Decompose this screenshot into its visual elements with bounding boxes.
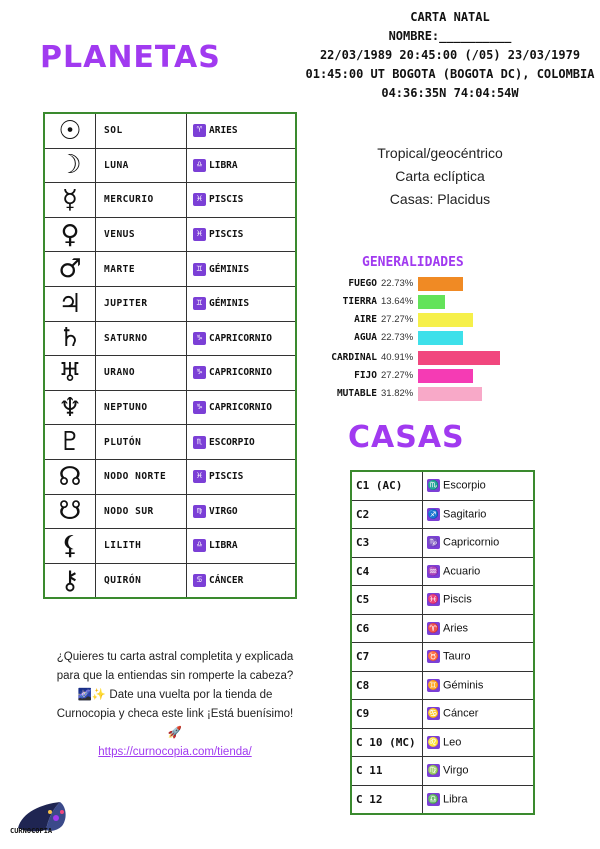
planet-name: PLUTÓN — [96, 425, 187, 460]
planet-symbol-icon: ♄ — [44, 321, 96, 356]
planet-name: SOL — [96, 113, 187, 148]
zodiac-sign-icon: ♊ — [193, 297, 206, 310]
planet-sign: ARIES — [209, 125, 238, 137]
birth-location: 01:45:00 UT BOGOTA (BOGOTA DC), COLOMBIA — [305, 67, 595, 81]
house-sign: Libra — [443, 793, 468, 806]
zodiac-sign-icon: ♍ — [427, 765, 440, 776]
planet-sign: CAPRICORNIO — [209, 402, 272, 414]
house-label: C2 — [351, 500, 423, 529]
planet-sign: LIBRA — [209, 540, 238, 552]
planet-symbol-icon: ♀ — [44, 217, 96, 252]
planet-name: NODO NORTE — [96, 459, 187, 494]
zodiac-sign-icon: ♎ — [427, 793, 440, 804]
planet-sign: CÁNCER — [209, 575, 244, 587]
house-sign: Virgo — [443, 764, 469, 777]
house-sign: Aries — [443, 622, 469, 635]
rocket-icon: 🚀 — [167, 727, 183, 739]
zodiac-sign-icon: ♓ — [427, 594, 440, 605]
planet-row — [44, 252, 296, 287]
house-label: C4 — [351, 557, 423, 586]
planet-row — [44, 113, 296, 148]
zodiac-sign-icon: ♑ — [193, 332, 206, 345]
promo-line: 🌌✨ Date una vuelta por la tienda de — [77, 689, 273, 701]
generalidades-bar — [418, 277, 463, 291]
planet-sign: CAPRICORNIO — [209, 332, 272, 344]
house-sign: Escorpio — [443, 479, 486, 492]
planet-sign: VIRGO — [209, 505, 238, 517]
generalidades-label: FIJO — [354, 370, 377, 381]
house-row — [351, 614, 534, 643]
planet-sign: PISCIS — [209, 229, 244, 241]
zodiac-sign-icon: ♑ — [193, 401, 206, 414]
generalidades-label: CARDINAL — [331, 352, 377, 363]
planet-row — [44, 425, 296, 460]
planet-name: QUIRÓN — [96, 563, 187, 598]
house-row — [351, 643, 534, 672]
chart-type-info — [340, 142, 540, 211]
zodiac-type: Tropical/geocéntrico — [377, 145, 503, 161]
house-label: C5 — [351, 586, 423, 615]
planet-symbol-icon: ☿ — [44, 183, 96, 218]
planet-sign: LIBRA — [209, 159, 238, 171]
house-row — [351, 529, 534, 558]
planet-symbol-icon: ♂ — [44, 252, 96, 287]
zodiac-sign-icon: ♎ — [193, 159, 206, 172]
planet-row — [44, 148, 296, 183]
promo-text — [40, 648, 310, 762]
generalidades-bar — [418, 295, 445, 309]
planet-row — [44, 494, 296, 529]
planet-name: VENUS — [96, 217, 187, 252]
house-row — [351, 757, 534, 786]
chart-kind: Carta eclíptica — [395, 168, 485, 184]
chart-title: CARTA NATAL — [410, 10, 490, 24]
zodiac-sign-icon: ♓ — [193, 228, 206, 241]
planet-symbol-icon: ♅ — [44, 356, 96, 391]
house-row — [351, 671, 534, 700]
planet-name: NEPTUNO — [96, 390, 187, 425]
generalidades-title: GENERALIDADES — [362, 255, 464, 270]
planet-sign: CAPRICORNIO — [209, 367, 272, 379]
generalidades-percent: 22.73% — [381, 332, 414, 343]
zodiac-sign-icon: ♊ — [193, 263, 206, 276]
house-sign: Leo — [443, 736, 462, 749]
planet-row — [44, 321, 296, 356]
store-link[interactable]: https://curnocopia.com/tienda/ — [98, 746, 252, 758]
zodiac-sign-icon: ♊ — [427, 679, 440, 690]
planet-name: NODO SUR — [96, 494, 187, 529]
planet-row — [44, 183, 296, 218]
generalidades-label: TIERRA — [342, 296, 377, 307]
house-sign: Géminis — [443, 679, 484, 692]
planet-symbol-icon: ☉ — [44, 113, 96, 148]
house-label: C7 — [351, 643, 423, 672]
house-label: C 10 (MC) — [351, 728, 423, 757]
generalidades-percent: 22.73% — [381, 278, 414, 289]
generalidades-percent: 13.64% — [381, 296, 414, 307]
house-label: C6 — [351, 614, 423, 643]
planet-symbol-icon: ☊ — [44, 459, 96, 494]
planet-sign: ESCORPIO — [209, 436, 255, 448]
promo-line: ¿Quieres tu carta astral completita y explicada — [56, 651, 294, 663]
zodiac-sign-icon: ♉ — [427, 651, 440, 662]
planet-sign: PISCIS — [209, 471, 244, 483]
planet-symbol-icon: ☋ — [44, 494, 96, 529]
planet-row — [44, 356, 296, 391]
zodiac-sign-icon: ♑ — [427, 537, 440, 548]
house-label: C9 — [351, 700, 423, 729]
generalidades-bar — [418, 313, 473, 327]
house-row — [351, 700, 534, 729]
zodiac-sign-icon: ♒ — [427, 565, 440, 576]
birth-dates: 22/03/1989 20:45:00 (/05) 23/03/1979 — [319, 48, 581, 62]
zodiac-sign-icon: ♈ — [427, 622, 440, 633]
logo-text: CURNOCOPIA — [10, 827, 53, 835]
promo-line: para que la entiendas sin romperte la cabeza? — [56, 670, 294, 682]
generalidades-label: MUTABLE — [336, 388, 377, 399]
house-label: C 11 — [351, 757, 423, 786]
house-system: Casas: Placidus — [389, 191, 491, 207]
planet-row — [44, 217, 296, 252]
house-label: C 12 — [351, 785, 423, 814]
house-row — [351, 471, 534, 500]
house-label: C1 (AC) — [351, 471, 423, 500]
planet-name: LUNA — [96, 148, 187, 183]
planet-symbol-icon: ⚷ — [44, 563, 96, 598]
planet-name: SATURNO — [96, 321, 187, 356]
zodiac-sign-icon: ♌ — [427, 736, 440, 747]
houses-table — [350, 470, 535, 815]
zodiac-sign-icon: ♏ — [193, 436, 206, 449]
house-label: C3 — [351, 529, 423, 558]
house-row — [351, 586, 534, 615]
zodiac-sign-icon: ♐ — [427, 508, 440, 519]
planet-symbol-icon: ♆ — [44, 390, 96, 425]
birth-coords: 04:36:35N 74:04:54W — [381, 86, 519, 100]
house-sign: Piscis — [443, 593, 472, 606]
house-sign: Sagitario — [443, 508, 487, 521]
generalidades-bar — [418, 351, 500, 365]
zodiac-sign-icon: ♈ — [193, 124, 206, 137]
planet-symbol-icon: ♃ — [44, 286, 96, 321]
house-sign: Tauro — [443, 650, 471, 663]
name-line: NOMBRE:__________ — [388, 29, 512, 43]
generalidades-bar — [418, 387, 482, 401]
planet-sign: PISCIS — [209, 194, 244, 206]
generalidades-bar — [418, 331, 463, 345]
planet-sign: GÉMINIS — [209, 298, 250, 310]
planet-sign: GÉMINIS — [209, 263, 250, 275]
generalidades-percent: 27.27% — [381, 370, 414, 381]
zodiac-sign-icon: ♓ — [193, 193, 206, 206]
house-sign: Cáncer — [443, 707, 479, 720]
promo-line: Curnocopia y checa este link ¡Está buenísimo! — [56, 708, 294, 720]
house-row — [351, 728, 534, 757]
generalidades-bar — [418, 369, 473, 383]
casas-title: CASAS — [348, 420, 465, 455]
generalidades-label: FUEGO — [348, 278, 377, 289]
generalidades-percent: 27.27% — [381, 314, 414, 325]
zodiac-sign-icon: ♋ — [193, 574, 206, 587]
planet-row — [44, 286, 296, 321]
generalidades-label: AGUA — [354, 332, 377, 343]
planet-row — [44, 459, 296, 494]
generalidades-label: AIRE — [354, 314, 377, 325]
generalidades-percent: 31.82% — [381, 388, 414, 399]
generalidades-percent: 40.91% — [381, 352, 414, 363]
planet-name: LILITH — [96, 529, 187, 564]
planet-symbol-icon: ☽ — [44, 148, 96, 183]
house-label: C8 — [351, 671, 423, 700]
zodiac-sign-icon: ♓ — [193, 470, 206, 483]
house-sign: Capricornio — [443, 536, 500, 549]
planet-row — [44, 563, 296, 598]
zodiac-sign-icon: ♍ — [193, 505, 206, 518]
chart-header — [300, 8, 600, 103]
planet-name: URANO — [96, 356, 187, 391]
house-row — [351, 500, 534, 529]
planetas-title: PLANETAS — [40, 40, 221, 75]
house-row — [351, 557, 534, 586]
house-sign: Acuario — [443, 565, 481, 578]
planet-name: JUPITER — [96, 286, 187, 321]
zodiac-sign-icon: ♏ — [427, 480, 440, 491]
planet-name: MERCURIO — [96, 183, 187, 218]
zodiac-sign-icon: ♎ — [193, 539, 206, 552]
planet-symbol-icon: ⚸ — [44, 529, 96, 564]
planets-table — [43, 112, 297, 599]
planet-row — [44, 390, 296, 425]
zodiac-sign-icon: ♋ — [427, 708, 440, 719]
planet-name: MARTE — [96, 252, 187, 287]
planet-symbol-icon: ♇ — [44, 425, 96, 460]
zodiac-sign-icon: ♑ — [193, 366, 206, 379]
house-row — [351, 785, 534, 814]
planet-row — [44, 529, 296, 564]
